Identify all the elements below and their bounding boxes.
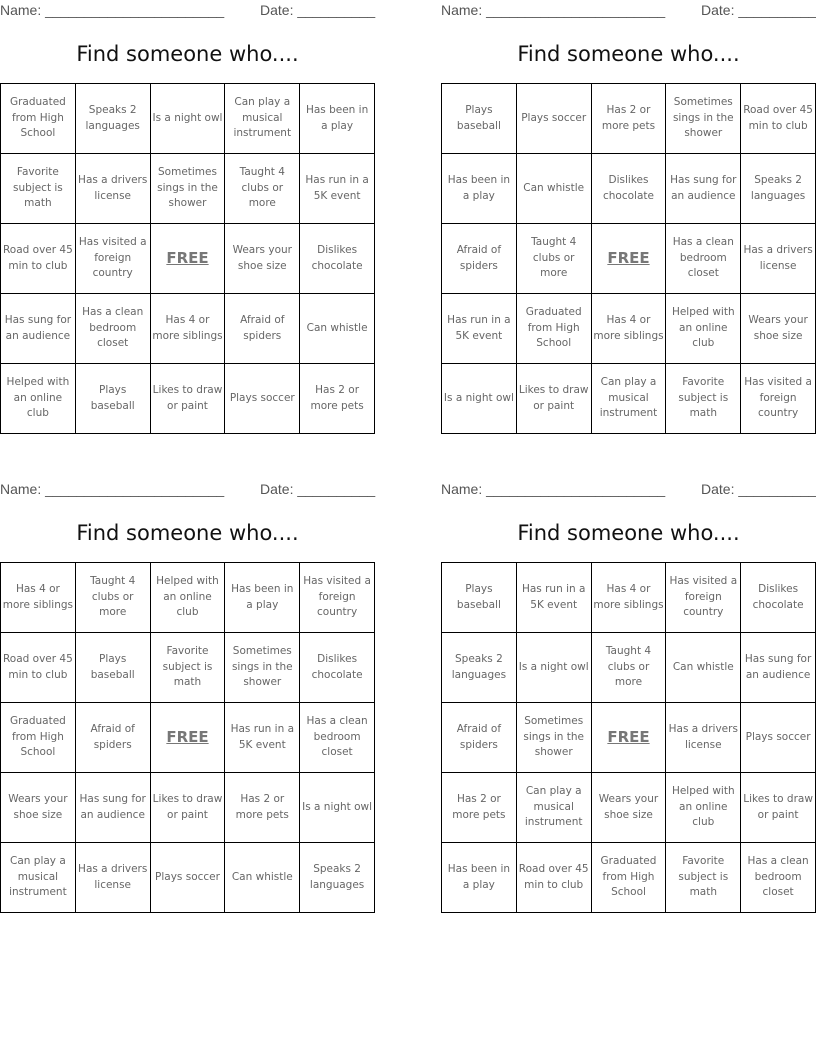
name-field-label: Name: _______________________ bbox=[0, 2, 225, 18]
bingo-cell: Has a clean bedroom closet bbox=[741, 843, 816, 913]
bingo-cell: Plays baseball bbox=[442, 84, 517, 154]
date-field-label: Date: __________ bbox=[260, 2, 376, 18]
grid-row bbox=[1, 364, 375, 434]
bingo-cell: Plays soccer bbox=[150, 843, 225, 913]
bingo-cell: Has 2 or more pets bbox=[300, 364, 375, 434]
free-space: FREE bbox=[150, 224, 225, 294]
bingo-cell: Likes to draw or paint bbox=[516, 364, 591, 434]
date-field-label: Date: __________ bbox=[701, 481, 816, 497]
card-header bbox=[441, 481, 816, 499]
bingo-cell: Has a clean bedroom closet bbox=[666, 224, 741, 294]
name-field-label: Name: _______________________ bbox=[441, 2, 666, 18]
bingo-grid bbox=[441, 562, 816, 913]
bingo-cell: Graduated from High School bbox=[1, 703, 76, 773]
bingo-cell: Helped with an online club bbox=[666, 294, 741, 364]
bingo-cell: Can whistle bbox=[225, 843, 300, 913]
grid-row bbox=[442, 633, 816, 703]
bingo-cell: Has 2 or more pets bbox=[225, 773, 300, 843]
grid-row bbox=[442, 703, 816, 773]
bingo-cell: Has a drivers license bbox=[741, 224, 816, 294]
card-title: Find someone who.... bbox=[76, 42, 299, 66]
card-title: Find someone who.... bbox=[517, 521, 740, 545]
bingo-cell: Can play a musical instrument bbox=[516, 773, 591, 843]
bingo-cell: Has visited a foreign country bbox=[741, 364, 816, 434]
bingo-cell: Is a night owl bbox=[442, 364, 517, 434]
bingo-cell: Has run in a 5K event bbox=[225, 703, 300, 773]
bingo-cell: Sometimes sings in the shower bbox=[225, 633, 300, 703]
grid-row bbox=[442, 224, 816, 294]
bingo-cell: Has sung for an audience bbox=[741, 633, 816, 703]
card-header bbox=[0, 2, 375, 20]
bingo-cell: Has been in a play bbox=[225, 563, 300, 633]
bingo-cell: Plays soccer bbox=[225, 364, 300, 434]
grid-row bbox=[442, 364, 816, 434]
bingo-cell: Has a clean bedroom closet bbox=[300, 703, 375, 773]
bingo-cell: Graduated from High School bbox=[1, 84, 76, 154]
free-space: FREE bbox=[591, 224, 666, 294]
card-header bbox=[0, 481, 375, 499]
bingo-cell: Helped with an online club bbox=[150, 563, 225, 633]
bingo-cell: Is a night owl bbox=[300, 773, 375, 843]
bingo-cell: Wears your shoe size bbox=[741, 294, 816, 364]
bingo-cell: Can whistle bbox=[516, 154, 591, 224]
bingo-cell: Favorite subject is math bbox=[1, 154, 76, 224]
bingo-cell: Has been in a play bbox=[442, 843, 517, 913]
bingo-cell: Road over 45 min to club bbox=[516, 843, 591, 913]
bingo-cell: Has sung for an audience bbox=[1, 294, 76, 364]
bingo-cell: Likes to draw or paint bbox=[150, 773, 225, 843]
free-space: FREE bbox=[591, 703, 666, 773]
bingo-cell: Has 4 or more siblings bbox=[591, 294, 666, 364]
name-field-label: Name: _______________________ bbox=[0, 481, 225, 497]
bingo-cell: Has 4 or more siblings bbox=[591, 563, 666, 633]
bingo-card-2 bbox=[441, 0, 816, 440]
bingo-grid bbox=[0, 562, 375, 913]
bingo-cell: Speaks 2 languages bbox=[741, 154, 816, 224]
bingo-cell: Can play a musical instrument bbox=[225, 84, 300, 154]
bingo-grid bbox=[441, 83, 816, 434]
bingo-cell: Taught 4 clubs or more bbox=[591, 633, 666, 703]
bingo-cell: Can play a musical instrument bbox=[591, 364, 666, 434]
bingo-cell: Has been in a play bbox=[300, 84, 375, 154]
bingo-cell: Has sung for an audience bbox=[666, 154, 741, 224]
bingo-cell: Has a clean bedroom closet bbox=[75, 294, 150, 364]
grid-row bbox=[1, 843, 375, 913]
bingo-cell: Has 2 or more pets bbox=[591, 84, 666, 154]
grid-row bbox=[1, 703, 375, 773]
grid-row bbox=[1, 84, 375, 154]
name-field-label: Name: _______________________ bbox=[441, 481, 666, 497]
bingo-cell: Wears your shoe size bbox=[1, 773, 76, 843]
grid-row bbox=[1, 294, 375, 364]
grid-row bbox=[1, 224, 375, 294]
bingo-cell: Road over 45 min to club bbox=[1, 633, 76, 703]
free-space: FREE bbox=[150, 703, 225, 773]
bingo-cell: Sometimes sings in the shower bbox=[150, 154, 225, 224]
bingo-cell: Afraid of spiders bbox=[75, 703, 150, 773]
grid-row bbox=[1, 563, 375, 633]
bingo-cell: Can play a musical instrument bbox=[1, 843, 76, 913]
bingo-cell: Taught 4 clubs or more bbox=[75, 563, 150, 633]
grid-row bbox=[442, 843, 816, 913]
bingo-cell: Plays baseball bbox=[442, 563, 517, 633]
bingo-cell: Sometimes sings in the shower bbox=[516, 703, 591, 773]
bingo-cell: Can whistle bbox=[300, 294, 375, 364]
bingo-cell: Wears your shoe size bbox=[225, 224, 300, 294]
bingo-cell: Plays baseball bbox=[75, 364, 150, 434]
bingo-cell: Is a night owl bbox=[516, 633, 591, 703]
bingo-cell: Helped with an online club bbox=[666, 773, 741, 843]
bingo-card-3 bbox=[0, 479, 375, 919]
bingo-cell: Taught 4 clubs or more bbox=[516, 224, 591, 294]
bingo-cell: Speaks 2 languages bbox=[442, 633, 517, 703]
card-header bbox=[441, 2, 816, 20]
bingo-cell: Has 2 or more pets bbox=[442, 773, 517, 843]
grid-row bbox=[442, 84, 816, 154]
bingo-cell: Has visited a foreign country bbox=[666, 563, 741, 633]
bingo-cell: Plays baseball bbox=[75, 633, 150, 703]
bingo-cell: Dislikes chocolate bbox=[300, 224, 375, 294]
bingo-cell: Has sung for an audience bbox=[75, 773, 150, 843]
grid-row bbox=[442, 154, 816, 224]
bingo-cell: Road over 45 min to club bbox=[741, 84, 816, 154]
bingo-card-1 bbox=[0, 0, 375, 440]
bingo-cell: Dislikes chocolate bbox=[591, 154, 666, 224]
card-title: Find someone who.... bbox=[517, 42, 740, 66]
date-field-label: Date: __________ bbox=[701, 2, 816, 18]
bingo-cell: Favorite subject is math bbox=[666, 364, 741, 434]
bingo-cell: Helped with an online club bbox=[1, 364, 76, 434]
bingo-cell: Has run in a 5K event bbox=[300, 154, 375, 224]
bingo-cell: Favorite subject is math bbox=[666, 843, 741, 913]
bingo-cell: Speaks 2 languages bbox=[75, 84, 150, 154]
bingo-cell: Graduated from High School bbox=[516, 294, 591, 364]
bingo-cell: Has a drivers license bbox=[666, 703, 741, 773]
bingo-cell: Has a drivers license bbox=[75, 154, 150, 224]
bingo-cell: Graduated from High School bbox=[591, 843, 666, 913]
bingo-cell: Has 4 or more siblings bbox=[150, 294, 225, 364]
bingo-cell: Dislikes chocolate bbox=[300, 633, 375, 703]
bingo-cell: Road over 45 min to club bbox=[1, 224, 76, 294]
bingo-cell: Speaks 2 languages bbox=[300, 843, 375, 913]
bingo-cell: Has a drivers license bbox=[75, 843, 150, 913]
grid-row bbox=[442, 563, 816, 633]
bingo-cell: Afraid of spiders bbox=[225, 294, 300, 364]
card-title: Find someone who.... bbox=[76, 521, 299, 545]
bingo-cell: Has 4 or more siblings bbox=[1, 563, 76, 633]
bingo-cell: Can whistle bbox=[666, 633, 741, 703]
bingo-cell: Has visited a foreign country bbox=[300, 563, 375, 633]
grid-row bbox=[442, 294, 816, 364]
bingo-cell: Likes to draw or paint bbox=[150, 364, 225, 434]
bingo-cell: Likes to draw or paint bbox=[741, 773, 816, 843]
grid-row bbox=[1, 773, 375, 843]
bingo-cell: Is a night owl bbox=[150, 84, 225, 154]
bingo-cell: Has visited a foreign country bbox=[75, 224, 150, 294]
grid-row bbox=[442, 773, 816, 843]
bingo-cell: Wears your shoe size bbox=[591, 773, 666, 843]
bingo-cell: Afraid of spiders bbox=[442, 703, 517, 773]
grid-row bbox=[1, 154, 375, 224]
bingo-card-4 bbox=[441, 479, 816, 919]
bingo-cell: Plays soccer bbox=[516, 84, 591, 154]
bingo-cell: Plays soccer bbox=[741, 703, 816, 773]
bingo-cell: Has been in a play bbox=[442, 154, 517, 224]
grid-row bbox=[1, 633, 375, 703]
bingo-cell: Has run in a 5K event bbox=[516, 563, 591, 633]
bingo-cell: Taught 4 clubs or more bbox=[225, 154, 300, 224]
bingo-cell: Dislikes chocolate bbox=[741, 563, 816, 633]
bingo-grid bbox=[0, 83, 375, 434]
bingo-cell: Favorite subject is math bbox=[150, 633, 225, 703]
bingo-cell: Sometimes sings in the shower bbox=[666, 84, 741, 154]
date-field-label: Date: __________ bbox=[260, 481, 376, 497]
bingo-cell: Has run in a 5K event bbox=[442, 294, 517, 364]
bingo-cell: Afraid of spiders bbox=[442, 224, 517, 294]
